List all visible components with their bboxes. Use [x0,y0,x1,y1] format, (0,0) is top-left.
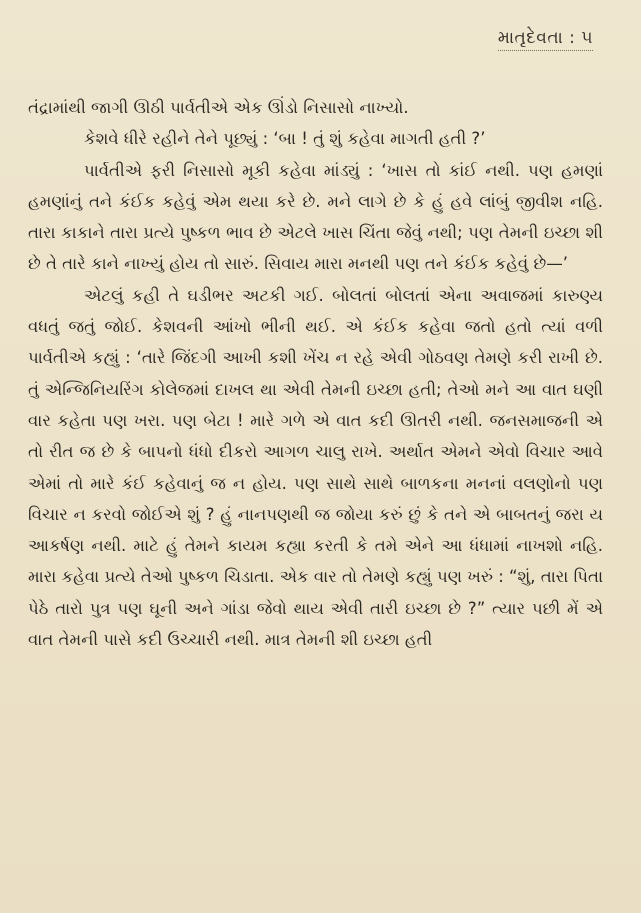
running-head-rule [498,50,593,51]
running-head [498,28,593,51]
running-head-text: માતૃદેવતા : ૫ [497,28,593,48]
paragraph: એટલું કહી તે ઘડીભર અટકી ગઈ. બોલતાં બોલતાં એના અવાજમાં કારુણ્ય વધતું જતું જોઈ. કેશવની આંખો ભીની થઈ. એ કંઈક કહેવા જતો હતો ત્યાં વળી પાર્વતીએ કહ્યું : ‘તારે જિંદગી આખી કશી ખેંચ ન રહે એવી ગોઠવણ તેમણે કરી રાખી છે. તું એન્જિનિયરિંગ કોલેજમાં દાખલ થા એવી તેમની ઇચ્છા હતી; તેઓ મને આ વાત ઘણી વાર કહેતા પણ ખરા. પણ બેટા ! મારે ગળે એ વાત કદી ઊતરી નથી. જનસમાજની એ તો રીત જ છે કે બાપનો ધંધો દીકરો આગળ ચાલુ રાખે. અર્થાત એમને એવો વિચાર આવે એમાં તો મારે કંઈ કહેવાનું જ ન હોય. પણ સાથે સાથે બાળકના મનનાં વલણોનો પણ વિચાર ન કરવો જોઈએ શું ? હું નાનપણથી જ જોયા કરું છું કે તને એ બાબતનું જરા ય આકર્ષણ નથી. માટે હું તેમને કાયમ કહ્યા કરતી કે તમે એને આ ધંધામાં નાખશો નહિ. મારા કહેવા પ્રત્યે તેઓ પુષ્કળ ચિડાતા. એક વાર તો તેમણે કહ્યું પણ ખરું : “શું, તારા પિતા પેઠે તારો પુત્ર પણ ઘૂની અને ગાંડા જેવો થાય એવી તારી ઇચ્છા છે ?” ત્યાર પછી મેં એ વાત તેમની પાસે કદી ઉચ્ચારી નથી. માત્ર તેમની શી ઇચ્છા હતી [28,285,603,650]
paragraph: પાર્વતીએ ફરી નિસાસો મૂકી કહેવા માંડ્યું : ‘ખાસ તો કાંઈ નથી. પણ હમણાં હમણાંનું તને કંઈક કહેવું એમ થયા કરે છે. મને લાગે છે કે હું હવે લાંબું જીવીશ નહિ. તારા કાકાને તારા પ્રત્યે પુષ્કળ ભાવ છે એટલે ખાસ ચિંતા જેવું નથી; પણ તેમની ઇચ્છા શી છે તે તારે કાને નાખ્યું હોય તો સારું. સિવાય મારા મનથી પણ તને કંઈક કહેવું છે—’ [28,160,603,274]
body-text [28,92,603,655]
paragraph: તંદ્રામાંથી જાગી ઊઠી પાર્વતીએ એક ઊંડો નિસાસો નાખ્યો. [28,98,409,117]
paragraph: કેશવે ધીરે રહીને તેને પૂછ્યું : ‘બા ! તું શું કહેવા માગતી હતી ?’ [84,129,486,149]
